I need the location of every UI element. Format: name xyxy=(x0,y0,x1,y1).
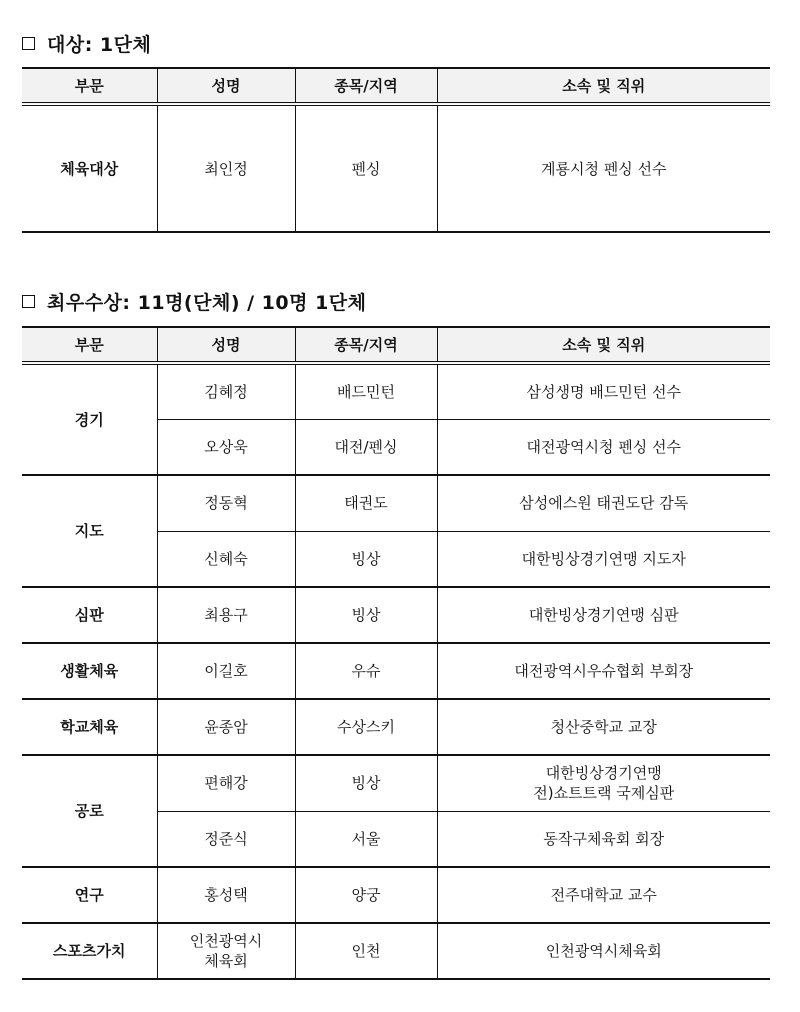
affiliation-cell: 대한빙상경기연맹 지도자 xyxy=(437,531,770,587)
table-row xyxy=(22,699,770,755)
affiliation-cell: 청산중학교 교장 xyxy=(437,699,770,755)
sport-cell: 인천 xyxy=(295,923,437,979)
header-affiliation: 소속 및 직위 xyxy=(437,68,770,104)
header-name: 성명 xyxy=(157,68,295,104)
name-cell: 홍성택 xyxy=(157,867,295,923)
category-cell: 체육대상 xyxy=(22,104,157,232)
affiliation-cell: 인천광역시체육회 xyxy=(437,923,770,979)
affiliation-cell: 계룡시청 펜싱 선수 xyxy=(437,104,770,232)
category-cell: 학교체육 xyxy=(22,699,157,755)
table-row xyxy=(22,587,770,643)
sport-cell: 우슈 xyxy=(295,643,437,699)
category-cell: 지도 xyxy=(22,475,157,587)
section-title-grand-prize xyxy=(22,30,151,57)
affiliation-cell: 삼성에스원 태권도단 감독 xyxy=(437,475,770,531)
table-row xyxy=(22,923,770,979)
affiliation-cell: 대한빙상경기연맹 심판 xyxy=(437,587,770,643)
category-cell: 연구 xyxy=(22,867,157,923)
category-cell: 스포츠가치 xyxy=(22,923,157,979)
sport-cell: 빙상 xyxy=(295,755,437,811)
excellence-table xyxy=(22,326,770,980)
sport-cell: 대전/펜싱 xyxy=(295,419,437,475)
name-cell: 최인정 xyxy=(157,104,295,232)
affiliation-cell: 대한빙상경기연맹 전)쇼트트랙 국제심판 xyxy=(437,755,770,811)
header-affiliation: 소속 및 직위 xyxy=(437,327,770,363)
sport-cell: 수상스키 xyxy=(295,699,437,755)
sport-cell: 빙상 xyxy=(295,587,437,643)
sport-cell: 배드민턴 xyxy=(295,363,437,419)
name-cell: 정동혁 xyxy=(157,475,295,531)
name-cell: 김혜정 xyxy=(157,363,295,419)
name-cell: 편해강 xyxy=(157,755,295,811)
category-cell: 생활체육 xyxy=(22,643,157,699)
grand-prize-table xyxy=(22,67,770,233)
checkbox-square-icon xyxy=(22,37,35,50)
name-cell: 윤종암 xyxy=(157,699,295,755)
sport-cell: 태권도 xyxy=(295,475,437,531)
header-sport-region: 종목/지역 xyxy=(295,327,437,363)
name-cell: 인천광역시 체육회 xyxy=(157,923,295,979)
checkbox-square-icon xyxy=(22,295,35,308)
name-cell: 오상욱 xyxy=(157,419,295,475)
affiliation-cell: 전주대학교 교수 xyxy=(437,867,770,923)
section-title-text: 최우수상: 11명(단체) / 10명 1단체 xyxy=(47,292,367,314)
header-sport-region: 종목/지역 xyxy=(295,68,437,104)
table-row xyxy=(22,755,770,811)
sport-cell: 펜싱 xyxy=(295,104,437,232)
sport-cell: 빙상 xyxy=(295,531,437,587)
header-category: 부문 xyxy=(22,327,157,363)
name-cell: 정준식 xyxy=(157,811,295,867)
header-name: 성명 xyxy=(157,327,295,363)
name-cell: 최용구 xyxy=(157,587,295,643)
affiliation-cell: 삼성생명 배드민턴 선수 xyxy=(437,363,770,419)
table-header-row xyxy=(22,327,770,363)
name-cell: 신혜숙 xyxy=(157,531,295,587)
table-row xyxy=(22,867,770,923)
table-row xyxy=(22,643,770,699)
table-header-row xyxy=(22,68,770,104)
category-cell: 심판 xyxy=(22,587,157,643)
name-cell: 이길호 xyxy=(157,643,295,699)
affiliation-cell: 동작구체육회 회장 xyxy=(437,811,770,867)
affiliation-cell: 대전광역시청 펜싱 선수 xyxy=(437,419,770,475)
table-row xyxy=(22,104,770,232)
table-row xyxy=(22,475,770,531)
table-row xyxy=(22,363,770,419)
category-cell: 경기 xyxy=(22,363,157,475)
header-category: 부문 xyxy=(22,68,157,104)
section-title-text: 대상: 1단체 xyxy=(47,34,152,56)
sport-cell: 서울 xyxy=(295,811,437,867)
sport-cell: 양궁 xyxy=(295,867,437,923)
category-cell: 공로 xyxy=(22,755,157,867)
section-title-excellence xyxy=(22,288,367,315)
affiliation-cell: 대전광역시우슈협회 부회장 xyxy=(437,643,770,699)
